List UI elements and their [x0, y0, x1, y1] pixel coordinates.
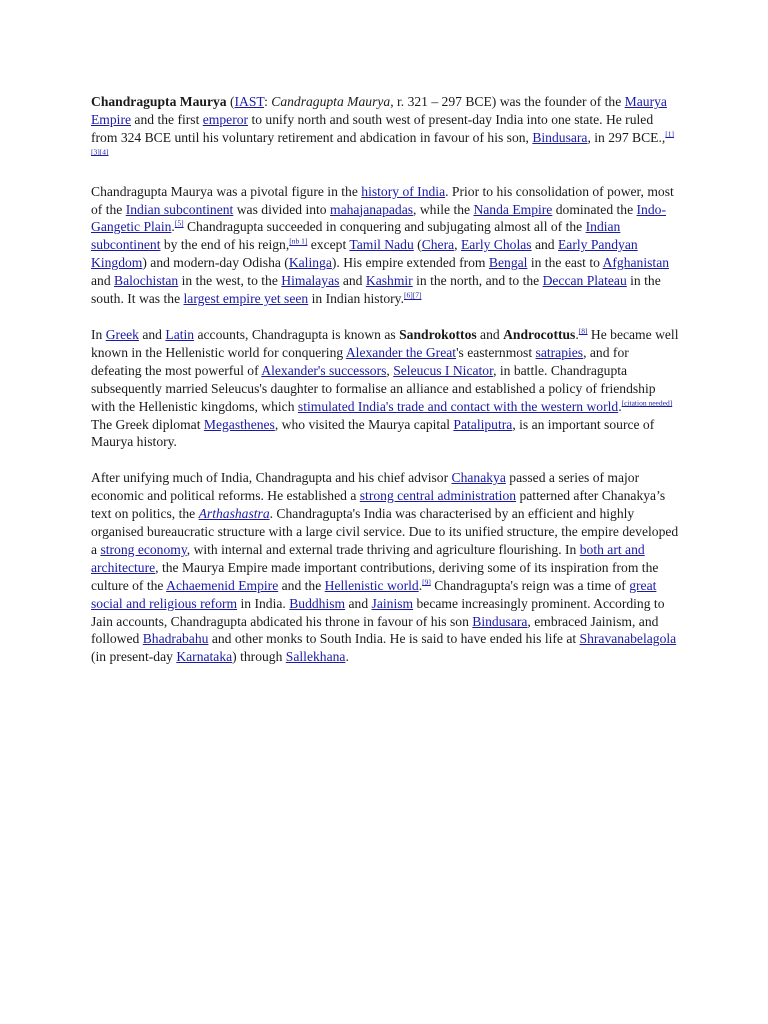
citation-link[interactable]: [1][3][4] — [91, 129, 675, 157]
link-iast[interactable]: IAST — [234, 94, 265, 109]
text-run: became increasingly prominent. According to Jain accounts, Chandragupta abdicated his throne in favour of his son — [91, 595, 665, 629]
link-early-cholas[interactable]: Early Cholas — [460, 237, 532, 253]
italic-term-candragupta-maurya: Candragupta Maurya — [271, 94, 391, 109]
text-run: and the — [278, 577, 325, 593]
paragraph-greek-accounts — [91, 326, 681, 451]
text-run: He became well known in the Hellenistic world for conquering — [91, 326, 679, 360]
text-run: Chandragupta's reign was a time of — [430, 577, 630, 593]
link-greek[interactable]: Greek — [105, 326, 139, 342]
bold-term-chandragupta-maurya: Chandragupta Maurya — [91, 94, 227, 109]
text-run: . — [171, 219, 175, 235]
link-kalinga[interactable]: Kalinga — [288, 255, 332, 271]
link-hellenistic-world[interactable]: Hellenistic world — [324, 577, 419, 593]
text-run: , and for defeating the most powerful of — [91, 344, 629, 378]
link-history-of-india[interactable]: history of India — [361, 183, 446, 199]
text-run: ) and modern-day Odisha ( — [142, 255, 289, 271]
paragraph-reforms — [91, 469, 681, 666]
link-achaemenid-empire[interactable]: Achaemenid Empire — [166, 577, 279, 593]
citation-link[interactable]: [8] — [578, 326, 588, 336]
link-pataliputra[interactable]: Pataliputra — [453, 416, 513, 432]
bold-term-sandrokottos: Sandrokottos — [399, 326, 477, 342]
text-run: Chandragupta succeeded in conquering and subjugating almost all of the — [183, 219, 586, 235]
link-megasthenes[interactable]: Megasthenes — [203, 416, 275, 432]
text-run: . — [618, 398, 622, 414]
text-run: After unifying much of India, Chandragupta and his chief advisor — [91, 470, 452, 486]
link-deccan-plateau[interactable]: Deccan Plateau — [542, 273, 627, 289]
link-latin[interactable]: Latin — [165, 326, 195, 342]
citation-link[interactable]: [citation needed] — [621, 398, 673, 408]
text-run: . — [575, 326, 579, 342]
link-strong-economy[interactable]: strong economy — [100, 541, 187, 557]
text-run: in Indian history. — [308, 291, 404, 307]
citation-ref — [404, 291, 422, 300]
text-run: in the north, and to the — [412, 273, 543, 289]
article-body — [91, 93, 681, 684]
link-bhadrabahu[interactable]: Bhadrabahu — [142, 631, 209, 647]
text-run: : — [264, 94, 272, 109]
citation-ref — [622, 398, 673, 407]
paragraph-empire — [91, 183, 681, 308]
text-run: . Prior to his consolidation of power, most of the — [91, 183, 674, 217]
text-run: 's easternmost — [456, 344, 536, 360]
text-run: . Chandragupta's India was characterised by an efficient and highly organised bureaucratic structure with a large civil service. Due to its unified structure, the empire developed a — [91, 506, 679, 557]
text-run: , — [386, 362, 394, 378]
text-run: , who visited the Maurya capital — [274, 416, 454, 432]
link-indian-subcontinent[interactable]: Indian subcontinent — [91, 219, 621, 253]
link-afghanistan[interactable]: Afghanistan — [602, 255, 670, 271]
link-satrapies[interactable]: satrapies — [535, 344, 584, 360]
link-jainism[interactable]: Jainism — [371, 595, 414, 611]
link-alexander-the-great[interactable]: Alexander the Great — [345, 344, 457, 360]
text-run: passed a series of major economic and political reforms. He established a — [91, 470, 640, 504]
link-strong-central-administration[interactable]: strong central administration — [359, 488, 517, 504]
text-run: (in present-day — [91, 649, 177, 665]
text-run: and — [138, 326, 166, 342]
link-alexander-s-successors[interactable]: Alexander's successors — [261, 362, 387, 378]
link-both-art-and-architecture[interactable]: both art and architecture — [91, 541, 645, 575]
text-run: except — [307, 237, 350, 253]
text-run: in the east to — [527, 255, 603, 271]
link-himalayas[interactable]: Himalayas — [281, 273, 340, 289]
text-run: in the south. It was the — [91, 273, 661, 307]
link-chanakya[interactable]: Chanakya — [451, 470, 506, 486]
text-run: ). His empire extended from — [331, 255, 489, 271]
text-run: ( — [226, 94, 235, 109]
link-maurya-empire[interactable]: Maurya Empire — [91, 94, 667, 127]
bold-term-androcottus: Androcottus — [503, 326, 576, 342]
text-run: , r. 321 – 297 BCE) was the founder of the — [390, 94, 625, 109]
citation-ref — [289, 237, 307, 246]
text-run: and — [91, 273, 115, 289]
text-run: , — [454, 237, 461, 253]
link-largest-empire-yet-seen[interactable]: largest empire yet seen — [183, 291, 309, 307]
link-nanda-empire[interactable]: Nanda Empire — [473, 201, 553, 217]
citation-ref — [422, 577, 431, 586]
link-indo-gangetic-plain[interactable]: Indo-Gangetic Plain — [91, 201, 666, 235]
link-stimulated-india-s-trade-and-contact-with-the-western-world[interactable]: stimulated India's trade and contact with the western world — [297, 398, 619, 414]
link-seleucus-i-nicator[interactable]: Seleucus I Nicator — [393, 362, 494, 378]
link-chera[interactable]: Chera — [421, 237, 455, 253]
text-run: , while the — [413, 201, 474, 217]
link-tamil-nadu[interactable]: Tamil Nadu — [349, 237, 414, 253]
text-run: in India. — [237, 595, 290, 611]
link-bindusara[interactable]: Bindusara — [472, 613, 528, 629]
text-run: and the first — [131, 111, 203, 127]
paragraph-intro — [91, 93, 681, 165]
link-sallekhana[interactable]: Sallekhana — [285, 649, 346, 665]
link-bengal[interactable]: Bengal — [488, 255, 528, 271]
citation-link[interactable]: [9] — [422, 577, 431, 587]
text-run: was divided into — [233, 201, 331, 217]
link-buddhism[interactable]: Buddhism — [289, 595, 346, 611]
text-run: ) through — [232, 649, 286, 665]
link-early-pandyan-kingdom[interactable]: Early Pandyan Kingdom — [91, 237, 638, 271]
citation-link[interactable]: [nb 1] — [289, 236, 308, 246]
text-run: . — [418, 577, 423, 593]
text-run: to unify north and south west of present-day India into one state. He ruled from 324 BCE until his voluntary retirement and abdication in favour of his son, — [91, 111, 654, 145]
text-run: and other monks to South India. He is said to have ended his life at — [208, 631, 580, 647]
citation-ref — [175, 219, 184, 228]
text-run: patterned after Chanakya’s text on politics, the — [91, 488, 666, 522]
text-run: Chandragupta Maurya was a pivotal figure in the — [91, 183, 362, 199]
text-run: , in 297 BCE., — [587, 129, 666, 145]
citation-link[interactable]: [6][7] — [403, 290, 422, 300]
link-arthashastra[interactable]: Arthashastra — [198, 506, 270, 522]
text-run: in the west, to the — [178, 273, 282, 289]
text-run: , is an important source of Maurya history. — [91, 416, 655, 450]
text-run: dominated the — [552, 201, 637, 217]
text-run: and — [476, 326, 504, 342]
link-indian-subcontinent[interactable]: Indian subcontinent — [125, 201, 234, 217]
link-mahajanapadas[interactable]: mahajanapadas — [330, 201, 414, 217]
citation-link[interactable]: [5] — [174, 218, 184, 228]
link-bindusara[interactable]: Bindusara — [532, 129, 588, 145]
text-run: and — [531, 237, 558, 253]
text-run: ( — [413, 237, 422, 253]
link-karnataka[interactable]: Karnataka — [176, 649, 233, 665]
text-run: In — [91, 326, 106, 342]
text-run: and — [339, 273, 366, 289]
text-run: , in battle. Chandragupta subsequently married Seleucus's daughter to formalise an alliance and established a policy of friendship with the Hellenistic kingdoms, which — [91, 362, 656, 414]
link-emperor[interactable]: emperor — [202, 111, 249, 127]
text-run: . — [345, 649, 349, 665]
link-balochistan[interactable]: Balochistan — [114, 273, 179, 289]
link-shravanabelagola[interactable]: Shravanabelagola — [579, 631, 677, 647]
link-kashmir[interactable]: Kashmir — [365, 273, 413, 289]
text-run: and — [345, 595, 372, 611]
text-run: by the end of his reign, — [160, 237, 290, 253]
text-run: The Greek diplomat — [91, 416, 204, 432]
text-run: , embraced Jainism, and followed — [91, 613, 659, 647]
link-great-social-and-religious-reform[interactable]: great social and religious reform — [91, 577, 657, 611]
text-run: , with internal and external trade thriving and agriculture flourishing. In — [186, 541, 580, 557]
text-run: , the Maurya Empire made important contributions, deriving some of its inspiration from the culture of the — [91, 559, 659, 593]
text-run: accounts, Chandragupta is known as — [194, 326, 400, 342]
citation-ref — [579, 326, 588, 335]
